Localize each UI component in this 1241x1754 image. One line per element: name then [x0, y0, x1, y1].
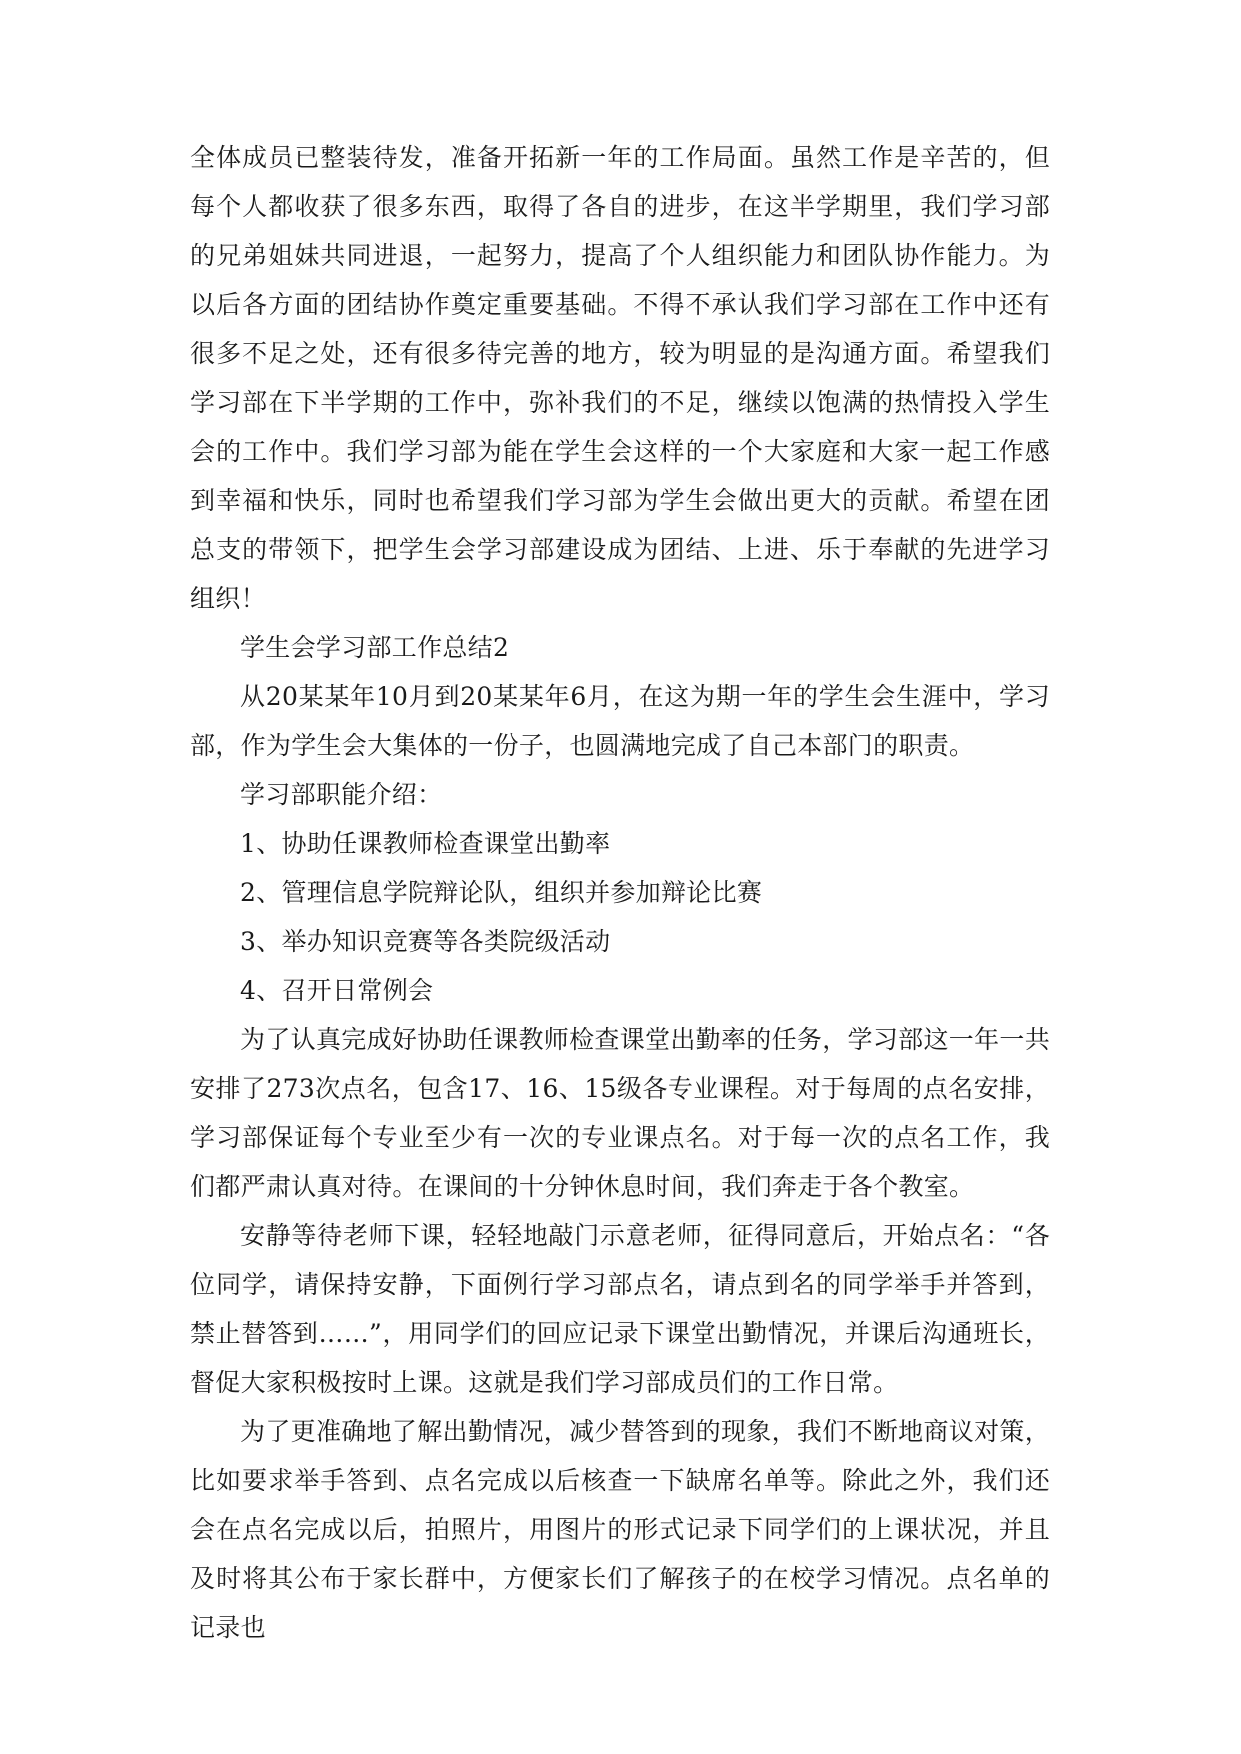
function-item-2: 2、管理信息学院辩论队，组织并参加辩论比赛	[240, 878, 763, 907]
measures-paragraph: 为了更准确地了解出勤情况，减少替答到的现象，我们不断地商议对策，比如要求举手答到、点名完成以后核查一下缺席名单等。除此之外，我们还会在点名完成以后，拍照片，用图片的形式记录下同学们的上课状况，并且及时将其公布于家长群中，方便家长们了解孩子的在校学习情况。点名单的记录也	[190, 1417, 1050, 1642]
attendance-paragraph: 为了认真完成好协助任课教师检查课堂出勤率的任务，学习部这一年一共安排了273次点名，包含17、16、15级各专业课程。对于每周的点名安排，学习部保证每个专业至少有一次的专业课点名。对于每一次的点名工作，我们都严肃认真对待。在课间的十分钟休息时间，我们奔走于各个教室。	[190, 1025, 1050, 1201]
document-body	[190, 133, 1050, 1652]
intro-paragraph: 从20某某年10月到20某某年6月，在这为期一年的学生会生涯中，学习部，作为学生会大集体的一份子，也圆满地完成了自己本部门的职责。	[190, 682, 1050, 760]
section-title: 学生会学习部工作总结2	[240, 633, 510, 662]
paragraph-continuation: 全体成员已整装待发，准备开拓新一年的工作局面。虽然工作是辛苦的，但每个人都收获了很多东西，取得了各自的进步，在这半学期里，我们学习部的兄弟姐妹共同进退，一起努力，提高了个人组织能力和团队协作能力。为以后各方面的团结协作奠定重要基础。不得不承认我们学习部在工作中还有很多不足之处，还有很多待完善的地方，较为明显的是沟通方面。希望我们学习部在下半学期的工作中，弥补我们的不足，继续以饱满的热情投入学生会的工作中。我们学习部为能在学生会这样的一个大家庭和大家一起工作感到幸福和快乐，同时也希望我们学习部为学生会做出更大的贡献。希望在团总支的带领下，把学生会学习部建设成为团结、上进、乐于奉献的先进学习组织！	[190, 143, 1050, 613]
function-item-4: 4、召开日常例会	[240, 976, 434, 1005]
rollcall-paragraph: 安静等待老师下课，轻轻地敲门示意老师，征得同意后，开始点名：“各位同学，请保持安静，下面例行学习部点名，请点到名的同学举手并答到，禁止替答到……”，用同学们的回应记录下课堂出勤情况，并课后沟通班长，督促大家积极按时上课。这就是我们学习部成员们的工作日常。	[190, 1221, 1050, 1397]
function-item-3: 3、举办知识竞赛等各类院级活动	[240, 927, 611, 956]
function-item-1: 1、协助任课教师检查课堂出勤率	[240, 829, 611, 858]
functions-heading: 学习部职能介绍：	[240, 780, 443, 809]
